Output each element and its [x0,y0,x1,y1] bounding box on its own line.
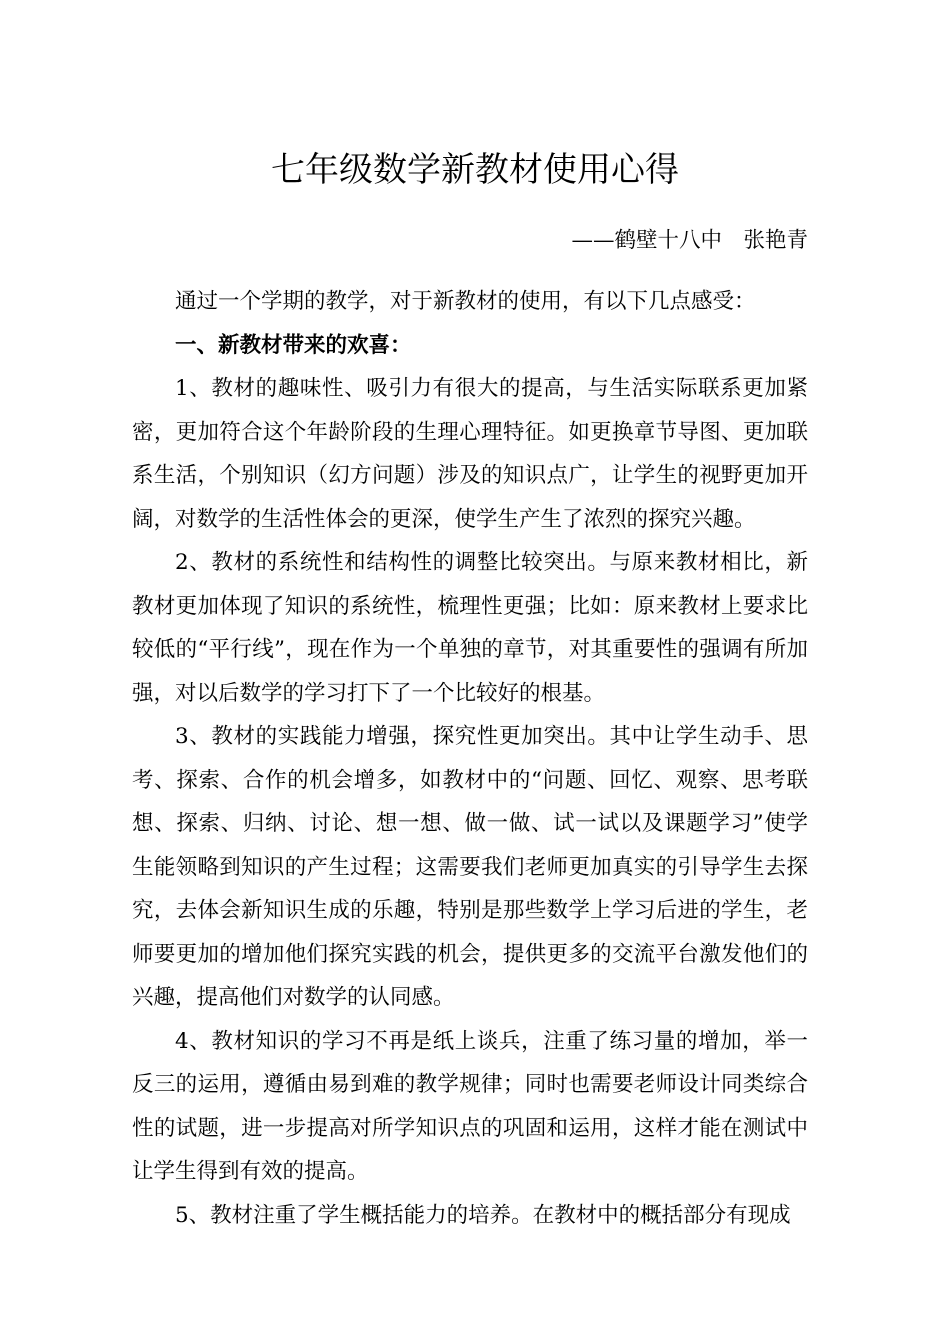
document-body [132,280,808,1237]
paragraph-5: 5、教材注重了学生概括能力的培养。在教材中的概括部分有现成 [175,1202,791,1228]
document-title: 七年级数学新教材使用心得 [271,150,679,190]
paragraph-4: 4、教材知识的学习不再是纸上谈兵，注重了练习量的增加，举一反三的运用，遵循由易到难的教学规律；同时也需要老师设计同类综合性的试题，进一步提高对所学知识点的巩固和运用，这样才能在测试中让学生得到有效的提高。 [132,1028,808,1184]
section-heading: 一、新教材带来的欢喜： [175,332,412,358]
paragraph-3: 3、教材的实践能力增强，探究性更加突出。其中让学生动手、思考、探索、合作的机会增多，如教材中的“问题、回忆、观察、思考联想、探索、归纳、讨论、想一想、做一做、试一试以及课题学习”使学生能领略到知识的产生过程；这需要我们老师更加真实的引导学生去探究，去体会新知识生成的乐趣，特别是那些数学上学习后进的学生，老师要更加的增加他们探究实践的机会，提供更多的交流平台激发他们的兴趣，提高他们对数学的认同感。 [132,724,808,1010]
paragraph-1: 1、教材的趣味性、吸引力有很大的提高，与生活实际联系更加紧密，更加符合这个年龄阶段的生理心理特征。如更换章节导图、更加联系生活，个别知识（幻方问题）涉及的知识点广，让学生的视野更加开阔，对数学的生活性体会的更深，使学生产生了浓烈的探究兴趣。 [132,376,808,532]
intro-paragraph: 通过一个学期的教学，对于新教材的使用，有以下几点感受： [175,289,756,314]
paragraph-2: 2、教材的系统性和结构性的调整比较突出。与原来教材相比，新教材更加体现了知识的系统性，梳理性更强；比如：原来教材上要求比较低的“平行线”，现在作为一个单独的章节，对其重要性的强调有所加强，对以后数学的学习打下了一个比较好的根基。 [132,550,808,706]
author-byline: ——鹤壁十八中 张艳青 [571,228,808,253]
